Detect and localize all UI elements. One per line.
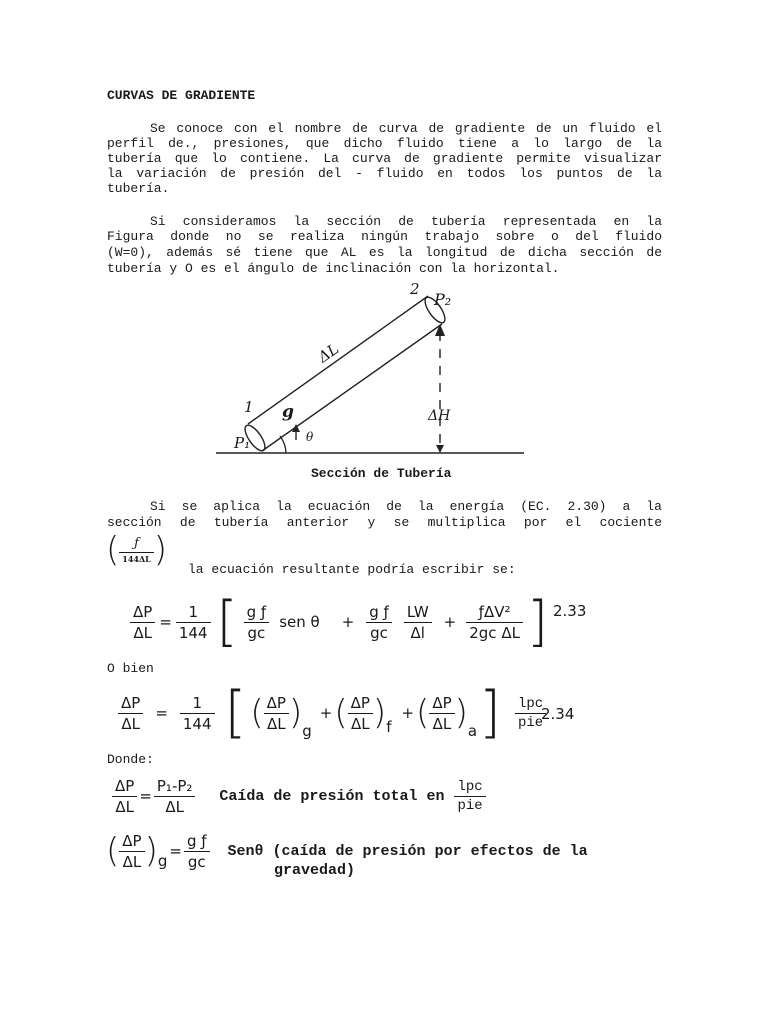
angle-arc xyxy=(280,436,286,453)
definition-text: Senθ (caída de presión por efectos de la xyxy=(227,842,588,860)
definition-text: gravedad) xyxy=(274,862,356,879)
text-line: tubería. xyxy=(107,181,170,196)
delta-l-label: ΔL xyxy=(314,339,343,367)
cociente-fraction xyxy=(106,530,167,570)
text-line: perfil de., presiones, que dicho fluido tiene a lo largo de la xyxy=(107,136,662,151)
bracket-right: ] xyxy=(526,590,549,653)
frac-lhs: $\frac{\Delta P}{\Delta L}$ xyxy=(130,603,155,642)
frac-term1: $\frac{\text{g ƒ}}{gc}$ xyxy=(244,603,270,642)
equation-2-34: $\frac{\Delta P}{\Delta L}$ = $\frac{1}{144}$ [ ( $\frac{\Delta P}{\Delta L}$ ) g + ( $\frac{\Delta P}{\Delta L}$ ) f + ( $\frac{\Delta P}{\Delta L}$ ) a ] $\frac{\text{lpc}}{\text{pie}}$ xyxy=(118,680,546,746)
frac-lhs: $\frac{\Delta P}{\Delta L}$ xyxy=(118,694,143,733)
bracket-left: [ xyxy=(224,680,247,745)
text-donde: Donde: xyxy=(107,752,154,767)
arrow-up-icon xyxy=(435,324,445,336)
subscript-f: f xyxy=(386,718,392,736)
text-line: tubería que lo contiene. La curva de gradiente permite visualizar xyxy=(107,151,662,166)
text-line: (W=0), además sé tiene que AL es la longitud de dicha sección de xyxy=(107,245,662,260)
bracket-left: [ xyxy=(216,590,238,653)
frac-lhs: $\frac{\Delta P}{\Delta L}$ xyxy=(119,832,144,871)
section-heading: CURVAS DE GRADIENTE xyxy=(107,88,256,103)
frac-lhs: $\frac{\Delta P}{\Delta L}$ xyxy=(112,777,137,816)
frac-term3: $\frac{\text{ƒΔV²}}{\text{2gc ΔL}}$ xyxy=(466,603,523,642)
pipe-figure xyxy=(210,280,530,465)
text-line: la ecuación resultante podría escribir se: xyxy=(188,562,516,577)
text-o-bien: O bien xyxy=(107,661,154,676)
frac-gravity: $\frac{\Delta P}{\Delta L}$ xyxy=(264,694,289,733)
definition-gravity: ( $\frac{\Delta P}{\Delta L}$ ) g = $\frac{\text{g ƒ}}{gc}$ Senθ (caída de presión por efectos de la xyxy=(106,831,588,871)
paren-right: ) xyxy=(153,530,168,570)
frac-constant: $\frac{1}{144}$ xyxy=(176,603,211,642)
frac-units: $\frac{\text{lpc}}{\text{pie}}$ xyxy=(454,779,485,814)
gravity-label: g xyxy=(282,402,294,422)
equation-number: 2.34 xyxy=(541,705,575,723)
subscript-a: a xyxy=(467,722,478,740)
cociente-den: 144ΔL xyxy=(122,554,151,564)
angle-label: θ xyxy=(306,430,314,444)
frac-rhs: $\frac{\text{g ƒ}}{gc}$ xyxy=(184,832,210,871)
subscript-g: g xyxy=(302,722,312,740)
pressure-1-label: P₁ xyxy=(234,434,251,452)
text-line: Si consideramos la sección de tubería representada en la xyxy=(150,214,662,229)
point-2-label: 2 xyxy=(410,280,420,298)
delta-h-label: ΔH xyxy=(428,408,451,424)
text-line: Figura donde no se realiza ningún trabajo sobre o del fluido xyxy=(107,229,662,244)
sen-theta: sen θ xyxy=(279,613,320,631)
pipe-diagram xyxy=(210,280,530,465)
cociente-num: ƒ xyxy=(119,536,154,553)
text-line: sección de tubería anterior y se multiplica por el cociente xyxy=(107,515,662,530)
pipe-edge-bottom xyxy=(262,324,442,451)
text-line: Se conoce con el nombre de curva de gradiente de un fluido el xyxy=(150,121,662,136)
equation-number: 2.33 xyxy=(553,602,587,620)
frac-term2b: $\frac{LW}{\Delta l}$ xyxy=(404,603,432,642)
definition-total: $\frac{\Delta P}{\Delta L}$ = $\frac{\text{P₁-P₂}}{\Delta L}$ Caída de presión total en $\frac{\text{lpc}}{\text{pie}}$ xyxy=(112,773,486,819)
text-line: Si se aplica la ecuación de la energía (EC. 2.30) a la xyxy=(150,499,662,514)
frac-acceleration: $\frac{\Delta P}{\Delta L}$ xyxy=(429,694,454,733)
point-1-label: 1 xyxy=(244,398,254,416)
text-line: la variación de presión del - fluido en todos los puntos de la xyxy=(107,166,662,181)
bracket-right: ] xyxy=(479,680,501,745)
subscript-g: g xyxy=(157,852,168,870)
frac-units: $\frac{\text{lpc}}{\text{pie}}$ xyxy=(515,696,546,731)
frac-term2: $\frac{\text{g ƒ}}{gc}$ xyxy=(366,603,392,642)
pressure-2-label: P₂ xyxy=(434,290,452,309)
definition-text: Caída de presión total en xyxy=(219,787,445,805)
frac-friction: $\frac{\Delta P}{\Delta L}$ xyxy=(348,694,373,733)
figure-caption: Sección de Tubería xyxy=(311,466,452,481)
frac-constant: $\frac{1}{144}$ xyxy=(180,694,215,733)
arrow-down-icon xyxy=(436,445,444,453)
pipe-edge-top xyxy=(248,296,428,424)
text-line: tubería y O es el ángulo de inclinación con la horizontal. xyxy=(107,261,560,276)
paren-left: ( xyxy=(106,530,120,570)
equation-2-33: $\frac{\Delta P}{\Delta L}$ = $\frac{1}{144}$ [ $\frac{\text{g ƒ}}{gc}$ sen θ + $\frac{\text{g ƒ}}{gc}$ $\frac{LW}{\Delta l}$ + $\frac{\text{ƒΔV²}}{\text{2gc ΔL}}$ ] xyxy=(130,590,548,654)
frac-rhs: $\frac{\text{P₁-P₂}}{\Delta L}$ xyxy=(154,777,196,816)
